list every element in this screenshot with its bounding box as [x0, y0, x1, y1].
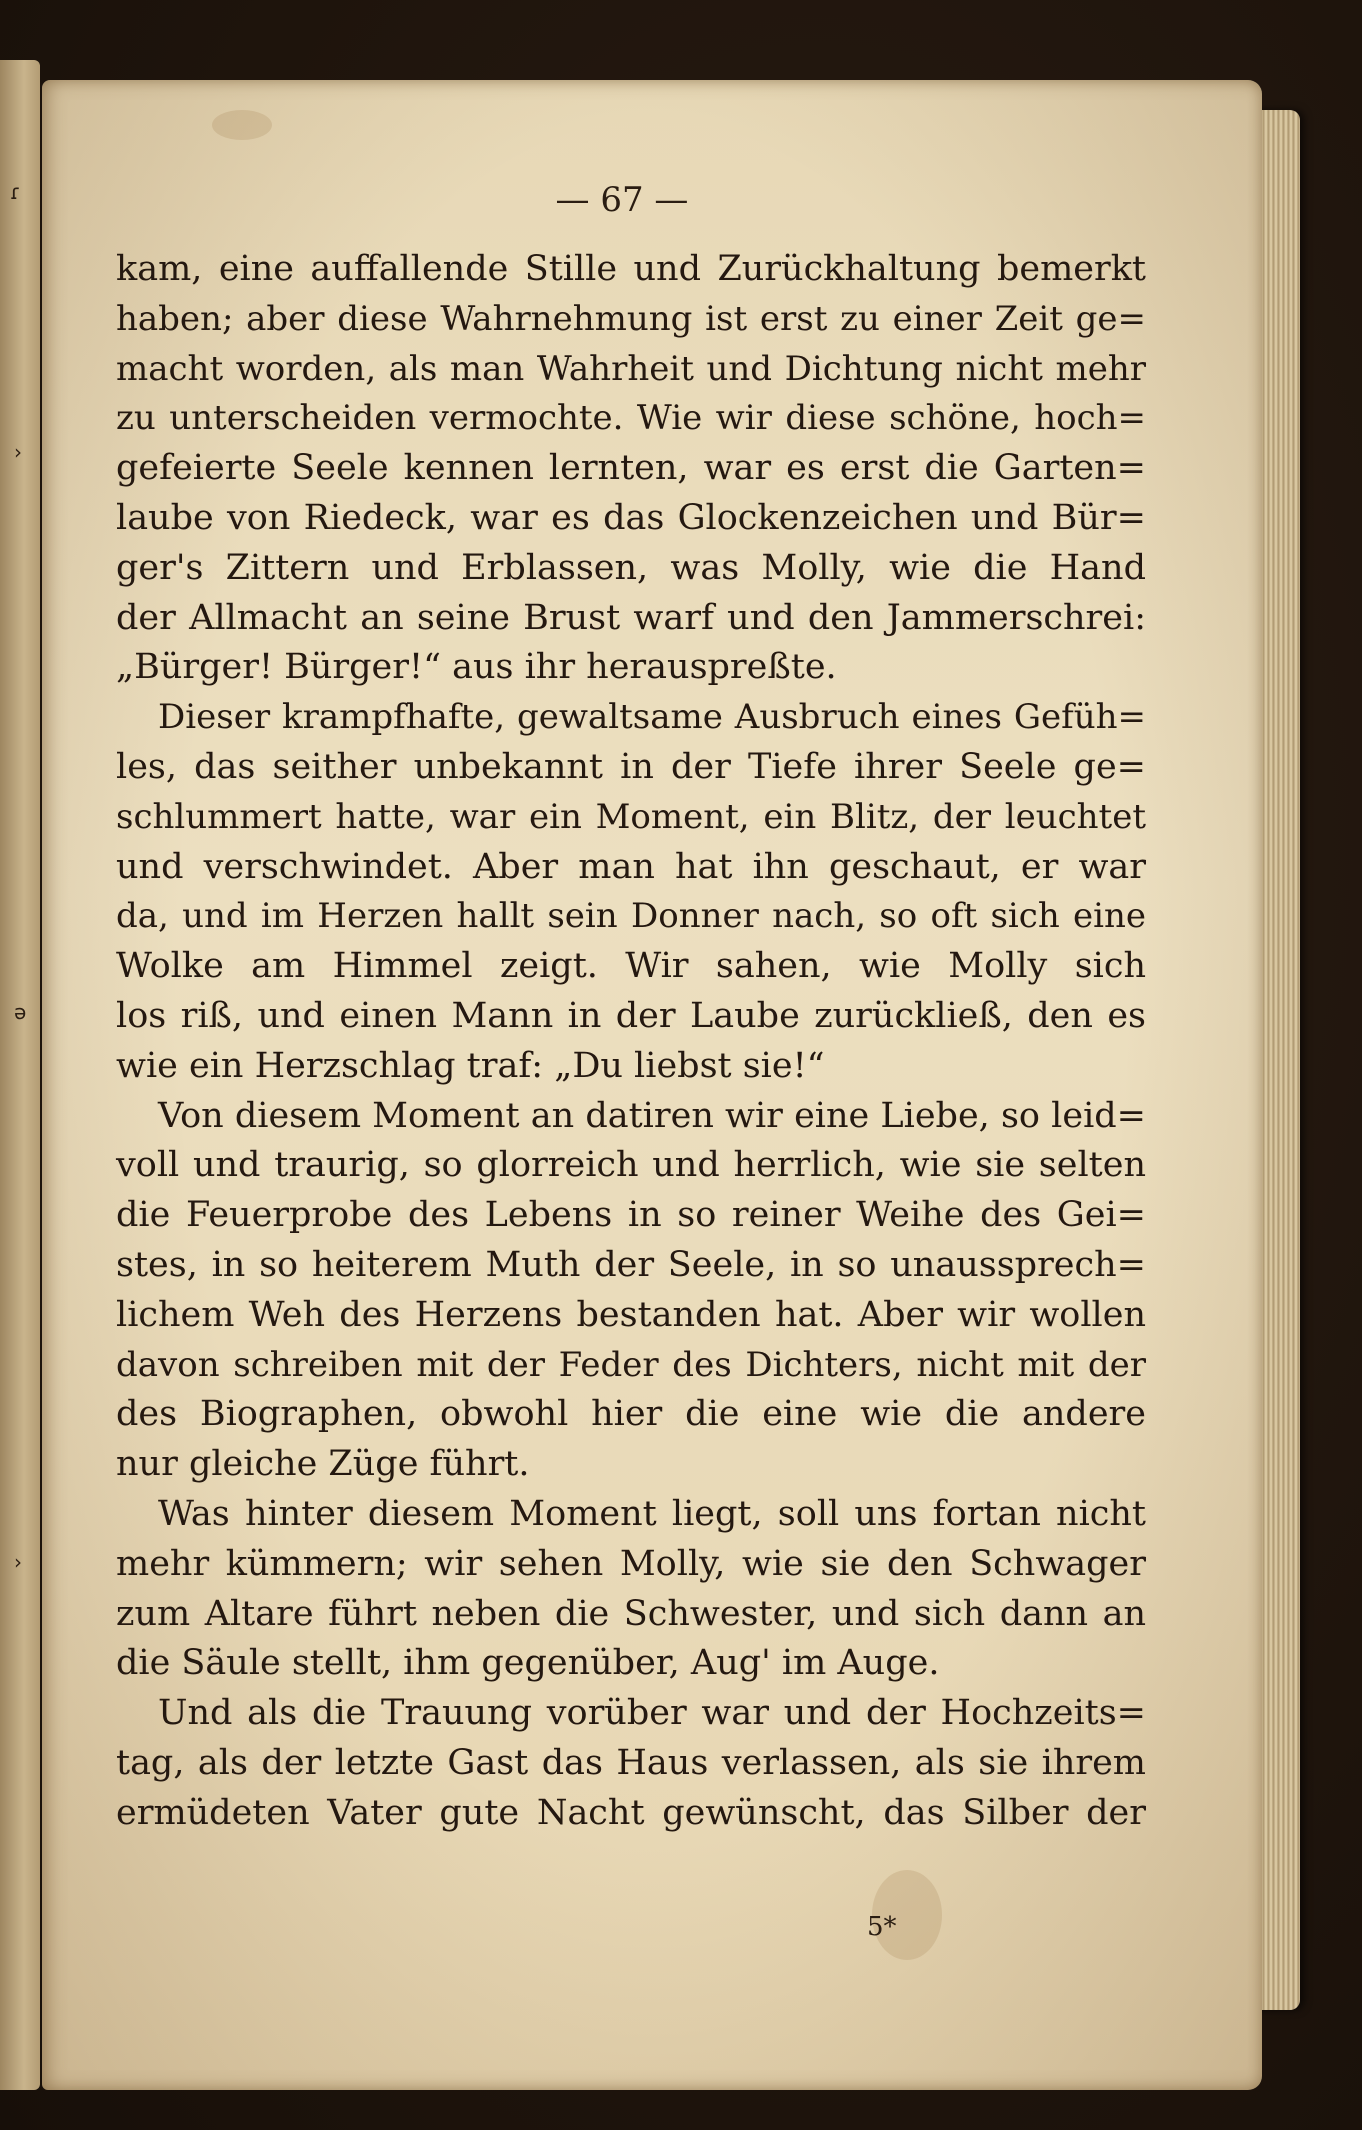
text-line: „Bürger! Bürger!“ aus ihr herauspreßte.: [116, 647, 837, 688]
text-line: mehr kümmern; wir sehen Molly, wie sie den Schwager: [116, 1543, 1146, 1584]
text-line: ermüdeten Vater gute Nacht gewünscht, das Silber der: [116, 1792, 1146, 1833]
text-line: Was hinter diesem Moment liegt, soll uns fortan nicht: [158, 1493, 1146, 1534]
text-line: gefeierte Seele kennen lernten, war es erst die Garten=: [116, 448, 1146, 489]
text-line: Von diesem Moment an datiren wir eine Liebe, so leid=: [158, 1095, 1146, 1136]
text-line: lichem Weh des Herzens bestanden hat. Aber wir wollen: [116, 1294, 1146, 1335]
text-line: des Biographen, obwohl hier die eine wie die andere: [116, 1394, 1146, 1435]
printer-signature-mark: 5*: [867, 1912, 897, 1942]
text-line: und verschwindet. Aber man hat ihn geschaut, er war: [116, 846, 1146, 887]
margin-mark: ›: [14, 440, 22, 464]
text-line: macht worden, als man Wahrheit und Dichtung nicht mehr: [116, 348, 1146, 389]
facing-page-edge: [0, 60, 40, 2090]
text-line: zu unterscheiden vermochte. Wie wir diese schöne, hoch=: [116, 398, 1146, 439]
text-line: die Feuerprobe des Lebens in so reiner Weihe des Gei=: [116, 1195, 1146, 1236]
text-line: zum Altare führt neben die Schwester, und sich dann an: [116, 1593, 1146, 1634]
book-page: [42, 80, 1262, 2090]
text-line: stes, in so heiterem Muth der Seele, in so unaussprech=: [116, 1244, 1146, 1285]
text-line: schlummert hatte, war ein Moment, ein Blitz, der leuchtet: [116, 796, 1146, 837]
text-line: haben; aber diese Wahrnehmung ist erst zu einer Zeit ge=: [116, 298, 1146, 339]
text-line: les, das seither unbekannt in der Tiefe ihrer Seele ge=: [116, 746, 1146, 787]
text-line: laube von Riedeck, war es das Glockenzeichen und Bür=: [116, 497, 1146, 538]
text-line: davon schreiben mit der Feder des Dichters, nicht mit der: [116, 1344, 1146, 1385]
text-line: tag, als der letzte Gast das Haus verlassen, als sie ihrem: [116, 1742, 1146, 1783]
text-line: der Allmacht an seine Brust warf und den Jammerschrei:: [116, 597, 1146, 638]
body-text: [116, 245, 1146, 1839]
text-line: los riß, und einen Mann in der Laube zurückließ, den es: [116, 995, 1146, 1036]
text-line: Wolke am Himmel zeigt. Wir sahen, wie Molly sich: [116, 946, 1146, 987]
text-line: nur gleiche Züge führt.: [116, 1444, 530, 1485]
text-line: kam, eine auffallende Stille und Zurückhaltung bemerkt: [116, 249, 1146, 289]
margin-mark: ə: [14, 1000, 27, 1024]
margin-mark: ɾ: [10, 180, 21, 204]
text-line: die Säule stellt, ihm gegenüber, Aug' im Auge.: [116, 1643, 940, 1684]
text-line: da, und im Herzen hallt sein Donner nach, so oft sich eine: [116, 896, 1146, 937]
text-line: Und als die Trauung vorüber war und der Hochzeits=: [158, 1693, 1146, 1734]
text-line: Dieser krampfhafte, gewaltsame Ausbruch eines Gefüh=: [158, 697, 1146, 738]
page-number: — 67 —: [555, 180, 689, 220]
text-line: wie ein Herzschlag traf: „Du liebst sie!“: [116, 1045, 825, 1086]
paper-stain: [212, 110, 272, 140]
text-line: ger's Zittern und Erblassen, was Molly, wie die Hand: [116, 547, 1146, 588]
margin-mark: ›: [14, 1550, 22, 1574]
text-line: voll und traurig, so glorreich und herrlich, wie sie selten: [116, 1145, 1146, 1186]
